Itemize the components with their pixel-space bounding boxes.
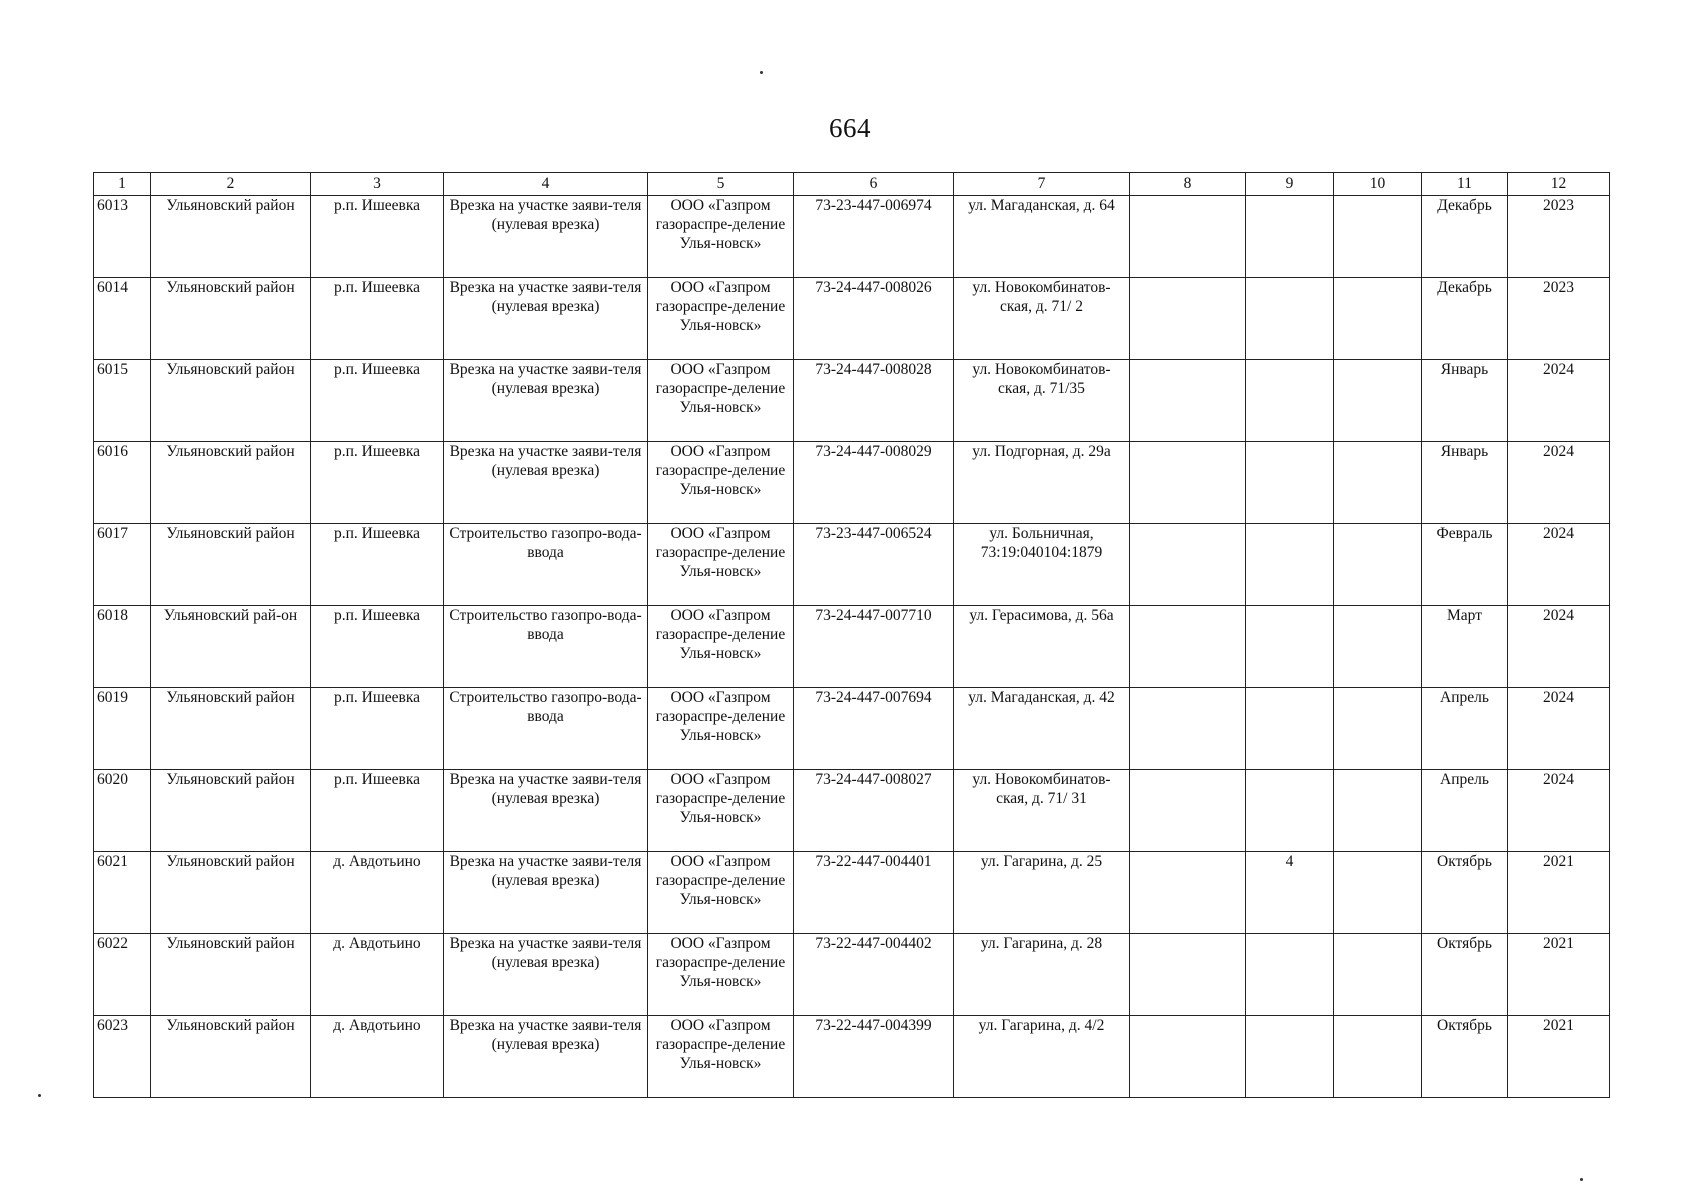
code-cell: 73-23-447-006524	[794, 524, 954, 606]
column-10-cell	[1334, 1016, 1422, 1098]
column-header: 3	[311, 173, 444, 196]
settlement-cell: р.п. Ишеевка	[311, 524, 444, 606]
table-row	[94, 360, 1610, 442]
work-type-cell: Врезка на участке заяви-теля (нулевая врезка)	[444, 852, 648, 934]
column-9-cell	[1246, 360, 1334, 442]
code-cell: 73-22-447-004402	[794, 934, 954, 1016]
organization-cell: ООО «Газпром газораспре-деление Улья-новск»	[648, 442, 794, 524]
table-row	[94, 524, 1610, 606]
month-cell: Декабрь	[1422, 196, 1508, 278]
settlement-cell: д. Авдотьино	[311, 934, 444, 1016]
settlement-cell: р.п. Ишеевка	[311, 196, 444, 278]
table-row	[94, 278, 1610, 360]
work-type-cell: Строительство газопро-вода-ввода	[444, 524, 648, 606]
settlement-cell: р.п. Ишеевка	[311, 688, 444, 770]
table-row	[94, 1016, 1610, 1098]
organization-cell: ООО «Газпром газораспре-деление Улья-новск»	[648, 524, 794, 606]
settlement-cell: р.п. Ишеевка	[311, 278, 444, 360]
district-cell: Ульяновский район	[151, 688, 311, 770]
district-cell: Ульяновский район	[151, 852, 311, 934]
column-8-cell	[1130, 934, 1246, 1016]
column-8-cell	[1130, 278, 1246, 360]
column-8-cell	[1130, 524, 1246, 606]
column-header: 12	[1508, 173, 1610, 196]
column-header: 7	[954, 173, 1130, 196]
code-cell: 73-24-447-008029	[794, 442, 954, 524]
settlement-cell: р.п. Ишеевка	[311, 360, 444, 442]
district-cell: Ульяновский район	[151, 360, 311, 442]
year-cell: 2021	[1508, 934, 1610, 1016]
scan-speck	[38, 1094, 41, 1097]
address-cell: ул. Гагарина, д. 25	[954, 852, 1130, 934]
column-header: 2	[151, 173, 311, 196]
address-cell: ул. Герасимова, д. 56а	[954, 606, 1130, 688]
month-cell: Март	[1422, 606, 1508, 688]
column-10-cell	[1334, 934, 1422, 1016]
column-10-cell	[1334, 688, 1422, 770]
work-type-cell: Врезка на участке заяви-теля (нулевая врезка)	[444, 442, 648, 524]
scan-speck	[1580, 1178, 1583, 1181]
column-10-cell	[1334, 606, 1422, 688]
work-type-cell: Строительство газопро-вода-ввода	[444, 606, 648, 688]
table-row	[94, 196, 1610, 278]
month-cell: Октябрь	[1422, 934, 1508, 1016]
work-type-cell: Врезка на участке заяви-теля (нулевая врезка)	[444, 278, 648, 360]
column-8-cell	[1130, 852, 1246, 934]
column-header: 9	[1246, 173, 1334, 196]
organization-cell: ООО «Газпром газораспре-деление Улья-новск»	[648, 934, 794, 1016]
settlement-cell: р.п. Ишеевка	[311, 770, 444, 852]
code-cell: 73-22-447-004401	[794, 852, 954, 934]
month-cell: Январь	[1422, 360, 1508, 442]
column-9-cell	[1246, 1016, 1334, 1098]
code-cell: 73-24-447-008027	[794, 770, 954, 852]
row-number-cell: 6018	[94, 606, 151, 688]
organization-cell: ООО «Газпром газораспре-деление Улья-новск»	[648, 770, 794, 852]
work-type-cell: Врезка на участке заяви-теля (нулевая врезка)	[444, 196, 648, 278]
year-cell: 2024	[1508, 770, 1610, 852]
organization-cell: ООО «Газпром газораспре-деление Улья-новск»	[648, 688, 794, 770]
organization-cell: ООО «Газпром газораспре-деление Улья-новск»	[648, 852, 794, 934]
settlement-cell: д. Авдотьино	[311, 852, 444, 934]
column-8-cell	[1130, 606, 1246, 688]
table-row	[94, 934, 1610, 1016]
scan-speck	[760, 71, 763, 74]
organization-cell: ООО «Газпром газораспре-деление Улья-новск»	[648, 278, 794, 360]
month-cell: Февраль	[1422, 524, 1508, 606]
column-10-cell	[1334, 524, 1422, 606]
year-cell: 2021	[1508, 1016, 1610, 1098]
month-cell: Январь	[1422, 442, 1508, 524]
district-cell: Ульяновский рай-он	[151, 606, 311, 688]
address-cell: ул. Новокомбинатов-ская, д. 71/35	[954, 360, 1130, 442]
address-cell: ул. Магаданская, д. 42	[954, 688, 1130, 770]
row-number-cell: 6023	[94, 1016, 151, 1098]
month-cell: Октябрь	[1422, 852, 1508, 934]
column-9-cell	[1246, 196, 1334, 278]
address-cell: ул. Гагарина, д. 28	[954, 934, 1130, 1016]
district-cell: Ульяновский район	[151, 278, 311, 360]
column-9-cell	[1246, 606, 1334, 688]
month-cell: Декабрь	[1422, 278, 1508, 360]
address-cell: ул. Новокомбинатов-ская, д. 71/ 2	[954, 278, 1130, 360]
column-header: 10	[1334, 173, 1422, 196]
table-row	[94, 442, 1610, 524]
year-cell: 2021	[1508, 852, 1610, 934]
column-header: 4	[444, 173, 648, 196]
code-cell: 73-24-447-007710	[794, 606, 954, 688]
column-9-cell: 4	[1246, 852, 1334, 934]
address-cell: ул. Магаданская, д. 64	[954, 196, 1130, 278]
settlement-cell: д. Авдотьино	[311, 1016, 444, 1098]
organization-cell: ООО «Газпром газораспре-деление Улья-новск»	[648, 1016, 794, 1098]
organization-cell: ООО «Газпром газораспре-деление Улья-новск»	[648, 360, 794, 442]
column-10-cell	[1334, 442, 1422, 524]
year-cell: 2024	[1508, 606, 1610, 688]
column-10-cell	[1334, 852, 1422, 934]
settlement-cell: р.п. Ишеевка	[311, 442, 444, 524]
code-cell: 73-24-447-008028	[794, 360, 954, 442]
month-cell: Октябрь	[1422, 1016, 1508, 1098]
column-9-cell	[1246, 524, 1334, 606]
district-cell: Ульяновский район	[151, 770, 311, 852]
row-number-cell: 6020	[94, 770, 151, 852]
district-cell: Ульяновский район	[151, 934, 311, 1016]
organization-cell: ООО «Газпром газораспре-деление Улья-новск»	[648, 196, 794, 278]
year-cell: 2024	[1508, 524, 1610, 606]
row-number-cell: 6019	[94, 688, 151, 770]
district-cell: Ульяновский район	[151, 524, 311, 606]
work-type-cell: Строительство газопро-вода-ввода	[444, 688, 648, 770]
column-9-cell	[1246, 688, 1334, 770]
year-cell: 2023	[1508, 196, 1610, 278]
district-cell: Ульяновский район	[151, 1016, 311, 1098]
column-header: 5	[648, 173, 794, 196]
column-10-cell	[1334, 278, 1422, 360]
column-header: 6	[794, 173, 954, 196]
code-cell: 73-24-447-007694	[794, 688, 954, 770]
table-row	[94, 770, 1610, 852]
row-number-cell: 6022	[94, 934, 151, 1016]
code-cell: 73-24-447-008026	[794, 278, 954, 360]
row-number-cell: 6017	[94, 524, 151, 606]
year-cell: 2023	[1508, 278, 1610, 360]
settlement-cell: р.п. Ишеевка	[311, 606, 444, 688]
row-number-cell: 6013	[94, 196, 151, 278]
row-number-cell: 6016	[94, 442, 151, 524]
work-type-cell: Врезка на участке заяви-теля (нулевая врезка)	[444, 934, 648, 1016]
column-8-cell	[1130, 442, 1246, 524]
column-8-cell	[1130, 196, 1246, 278]
column-8-cell	[1130, 688, 1246, 770]
row-number-cell: 6021	[94, 852, 151, 934]
column-number-row	[94, 173, 1610, 196]
column-8-cell	[1130, 770, 1246, 852]
table-row	[94, 852, 1610, 934]
row-number-cell: 6014	[94, 278, 151, 360]
address-cell: ул. Подгорная, д. 29а	[954, 442, 1130, 524]
work-type-cell: Врезка на участке заяви-теля (нулевая врезка)	[444, 1016, 648, 1098]
work-type-cell: Врезка на участке заяви-теля (нулевая врезка)	[444, 770, 648, 852]
column-9-cell	[1246, 934, 1334, 1016]
column-9-cell	[1246, 442, 1334, 524]
address-cell: ул. Гагарина, д. 4/2	[954, 1016, 1130, 1098]
month-cell: Апрель	[1422, 770, 1508, 852]
table-row	[94, 688, 1610, 770]
column-header: 11	[1422, 173, 1508, 196]
table-body	[94, 196, 1610, 1098]
column-8-cell	[1130, 360, 1246, 442]
row-number-cell: 6015	[94, 360, 151, 442]
page-number: 664	[829, 113, 871, 143]
column-header: 8	[1130, 173, 1246, 196]
code-cell: 73-23-447-006974	[794, 196, 954, 278]
address-cell: ул. Больничная, 73:19:040104:1879	[954, 524, 1130, 606]
code-cell: 73-22-447-004399	[794, 1016, 954, 1098]
column-9-cell	[1246, 770, 1334, 852]
month-cell: Апрель	[1422, 688, 1508, 770]
work-type-cell: Врезка на участке заяви-теля (нулевая врезка)	[444, 360, 648, 442]
column-header: 1	[94, 173, 151, 196]
column-10-cell	[1334, 770, 1422, 852]
column-10-cell	[1334, 360, 1422, 442]
year-cell: 2024	[1508, 360, 1610, 442]
table-row	[94, 606, 1610, 688]
address-cell: ул. Новокомбинатов-ская, д. 71/ 31	[954, 770, 1130, 852]
data-table	[93, 172, 1610, 1098]
column-9-cell	[1246, 278, 1334, 360]
column-10-cell	[1334, 196, 1422, 278]
organization-cell: ООО «Газпром газораспре-деление Улья-новск»	[648, 606, 794, 688]
column-8-cell	[1130, 1016, 1246, 1098]
year-cell: 2024	[1508, 688, 1610, 770]
year-cell: 2024	[1508, 442, 1610, 524]
district-cell: Ульяновский район	[151, 196, 311, 278]
district-cell: Ульяновский район	[151, 442, 311, 524]
